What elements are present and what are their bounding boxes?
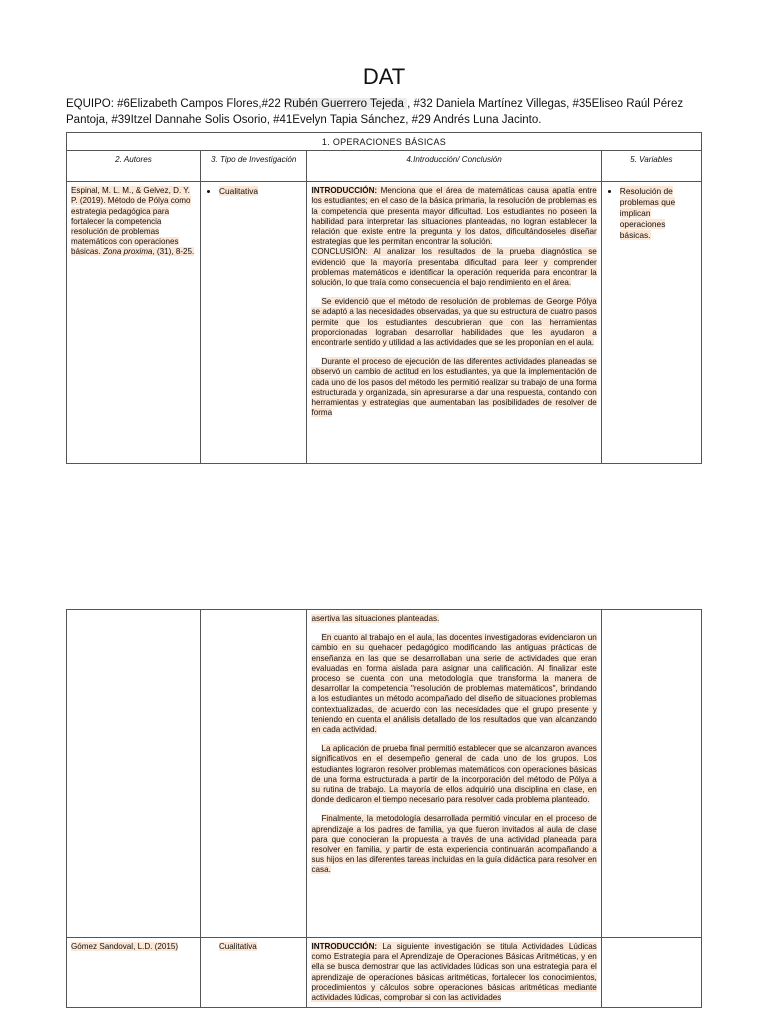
research-table-page2 [66,609,702,1008]
author-cell [67,938,201,1008]
paragraph: asertiva las situaciones planteadas. [311,614,440,623]
paragraph: Finalmente, la metodología desarrollada permitió vincular en el proceso de aprendizaje a los padres de familia, ya que fueron invitados al aula de clase para que conocieran la propuesta a través de una actividad planeada para resolver en familia, y partir de esta experiencia continuarán acompañando a sus hijos en las diferentes tareas incluidas en la guía didáctica para resolver en casa. [311,814,597,875]
intro-label: INTRODUCCIÓN: [311,942,383,951]
table-row [67,938,702,1008]
header-intro-conclusion: 4.Introducción/ Conclusión [307,151,601,182]
paragraph: La aplicación de prueba final permitió establecer que se alcanzaron avances significativos en el desempeño general de cada uno de los grupos. Los estudiantes lograron resolver problemas matemáticos con operaciones básicas de una forma estructurada a partir de la incorporación del método de Pólya a su rutina de trabajo. La mayoría de ellos adquirió una disciplina en clase, en donde dedicaron el tiempo necesario para resolver cada problema planteado. [311,744,597,805]
type-cell [200,610,307,938]
intro-conclusion-cell [307,610,601,938]
header-type: 3. Tipo de Investigación [200,151,307,182]
author-cell [67,182,201,464]
header-variables: 5. Variables [601,151,701,182]
research-table-page1 [66,132,702,464]
author-citation: Espinal, M. L. M., & Gelvez, D. Y. P. (2019). Método de Pólya como estrategia pedagógica para fortalecer la competencia resolución de problemas matemáticos con operaciones básicas. Zona proxima, (31), 8-25. [71,186,195,257]
paragraph: Durante el proceso de ejecución de las diferentes actividades planeadas se observó un cambio de actitud en los estudiantes, ya que la implementación de cada uno de los pasos del método les permitió realizar su trabajo de una forma estructurada y organizada, sin apresurarse a dar una respuesta, contando con herramientas y estrategias que aumentaban las posibilidades de resolver de forma [311,357,597,418]
team-text-2: , #32 Daniela Martínez Villegas, #35Eliseo Raúl Pérez Pantoja, #39Itzel Dannahe Solis Osorio, #41Evelyn Tapia Sánchez, #29 Andrés Luna Jacinto. [66,98,684,126]
paragraph: Se evidenció que el método de resolución de problemas de George Pólya se adaptó a las necesidades observadas, ya que su estructura de cuatro pasos permite que los estudiantes descubrieran que con las herramientas proporcionadas lograban desarrollar habilidades que les ayudaron a encontrarle sentido y utilidad a las actividades que se les proponían en el aula. [311,297,597,348]
team-text-1: EQUIPO: #6Elizabeth Campos Flores,#22 [66,98,284,110]
table-row [67,610,702,938]
type-item: • Cualitativa [219,186,303,197]
variables-cell [601,938,701,1008]
intro-text: Menciona que el área de matemáticas causa apatía entre los estudiantes; en el caso de la básica primaria, la resolución de problemas es la competencia que presenta mayor dificultad. Los estudiantes no poseen la habilidad para interpretar las situaciones planteadas, no logran establecer la relación que existe entre la pregunta y los datos, dificultándoseles diseñar estrategias que les permitan encontrar la solución. [311,186,597,247]
header-authors: 2. Autores [67,151,201,182]
type-cell [200,182,307,464]
section-title: 1. OPERACIONES BÁSICAS [67,133,702,151]
variable-item: • Resolución de problemas que implican operaciones básicas. [620,186,697,241]
intro-label: INTRODUCCIÓN: [311,186,381,196]
journal-name: Zona proxima [102,247,153,257]
team-highlight: Rubén Guerrero Tejeda [283,98,408,110]
type-cell [200,938,307,1008]
author-citation: Gómez Sandoval, L.D. (2015) [71,942,179,951]
author-cell [67,610,201,938]
intro-conclusion-cell [307,938,601,1008]
variables-cell [601,610,701,938]
type-item: Cualitativa [218,942,257,951]
variables-cell [601,182,701,464]
document-title: DAT [362,64,406,89]
paragraph: En cuanto al trabajo en el aula, las docentes investigadoras evidenciaron un cambio en su quehacer pedagógico modificando las antiguas prácticas de enseñanza en las que se desarrollaban una serie de actividades que eran evaluadas en forma aislada para asignar una calificación. Al finalizar este proceso se cuenta con una metodología que transforma la manera de desarrollar la competencia "resolución de problemas matemáticos", brindando a los estudiantes un método acompañado del diseño de situaciones problemas contextualizadas, de acuerdo con las necesidades que el grupo presente y teniendo en cuenta el análisis detallado de los resultados que van alcanzando en cada actividad. [311,633,597,735]
conclusion-text: Al analizar los resultados de la prueba diagnóstica se evidenció que la mayoría presentaba dificultad para leer y comprender problemas matemáticos e identificar la operación requerida para encontrar la solución, lo que traía como consecuencia el bajo rendimiento en el área. [311,247,597,288]
conclusion-label: CONCLUSIÓN: [311,247,374,257]
intro-text: La siguiente investigación se titula Actividades Lúdicas como Estrategia para el Aprendizaje de Operaciones Básicas Aritméticas, y en ella se busca demostrar que las actividades lúdicas son una estrategia para el aprendizaje de operaciones básicas aritméticas, fortalecer los conocimientos, procedimientos y cálculos sobre operaciones básicas aritméticas mediante actividades lúdicas, comprobar si con las actividades [311,942,597,1003]
intro-conclusion-cell [307,182,601,464]
team-members [66,97,706,128]
table-row [67,182,702,464]
